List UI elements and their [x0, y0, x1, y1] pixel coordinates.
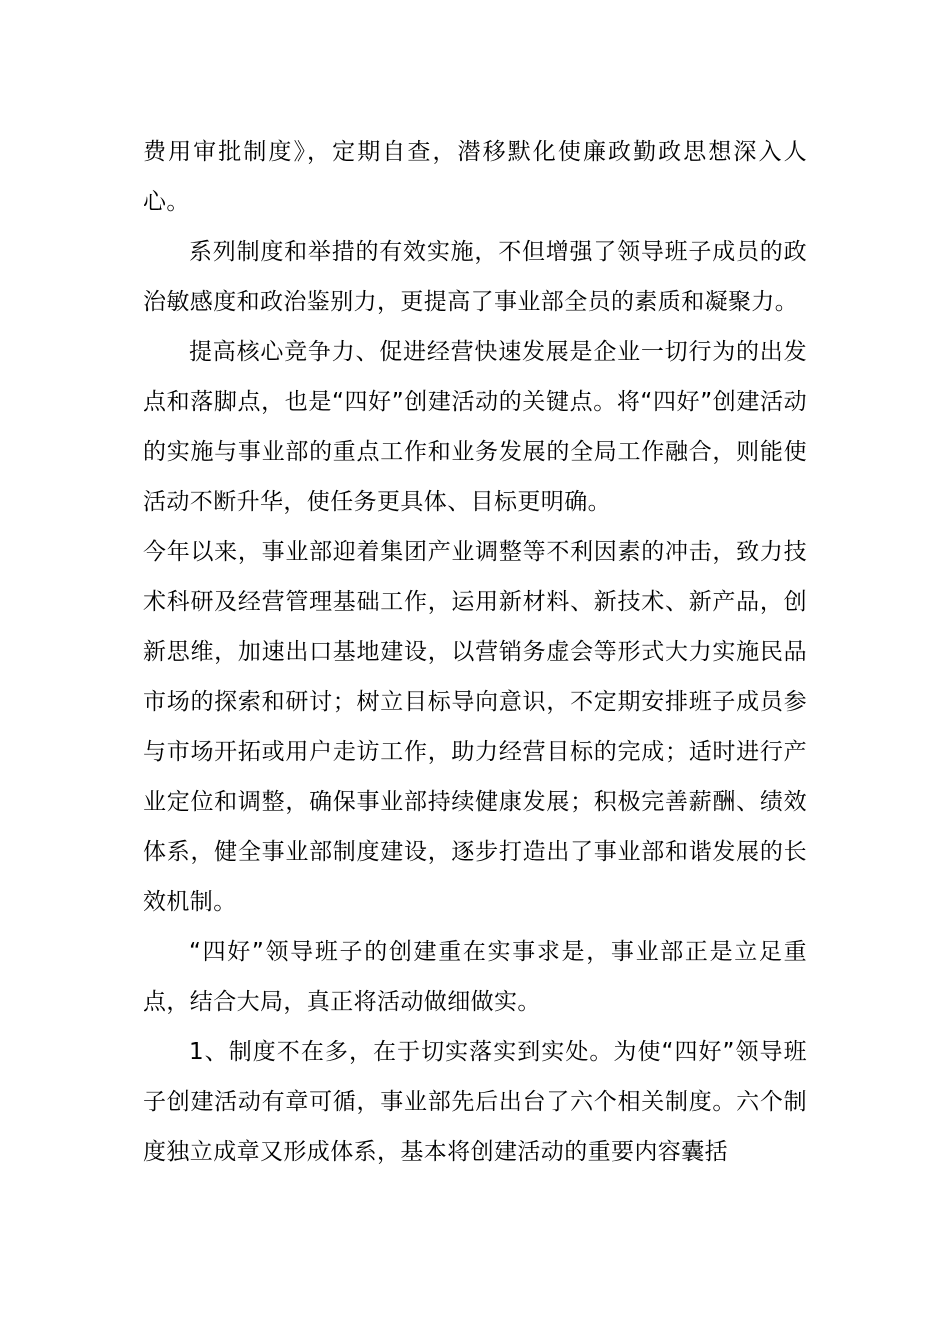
paragraph-2: 系列制度和举措的有效实施，不但增强了领导班子成员的政治敏感度和政治鉴别力，更提高了事业部全员的素质和凝聚力。 [143, 239, 807, 315]
document-page [143, 127, 807, 1177]
paragraph-5: “四好”领导班子的创建重在实事求是，事业部正是立足重点，结合大局，真正将活动做细做实。 [143, 939, 807, 1015]
paragraph-1: 费用审批制度》，定期自查，潜移默化使廉政勤政思想深入人心。 [143, 139, 807, 215]
paragraph-4: 今年以来，事业部迎着集团产业调整等不利因素的冲击，致力技术科研及经营管理基础工作，运用新材料、新技术、新产品，创新思维，加速出口基地建设，以营销务虚会等形式大力实施民品市场的探索和研讨；树立目标导向意识，不定期安排班子成员参与市场开拓或用户走访工作，助力经营目标的完成；适时进行产业定位和调整，确保事业部持续健康发展；积极完善薪酬、绩效体系，健全事业部制度建设，逐步打造出了事业部和谐发展的长效机制。 [143, 539, 807, 915]
paragraph-3: 提高核心竞争力、促进经营快速发展是企业一切行为的出发点和落脚点，也是“四好”创建活动的关键点。将“四好”创建活动的实施与事业部的重点工作和业务发展的全局工作融合，则能使活动不断升华，使任务更具体、目标更明确。 [143, 339, 807, 515]
paragraph-6: 1、制度不在多，在于切实落实到实处。为使“四好”领导班子创建活动有章可循，事业部先后出台了六个相关制度。六个制度独立成章又形成体系，基本将创建活动的重要内容囊括 [143, 1039, 807, 1165]
